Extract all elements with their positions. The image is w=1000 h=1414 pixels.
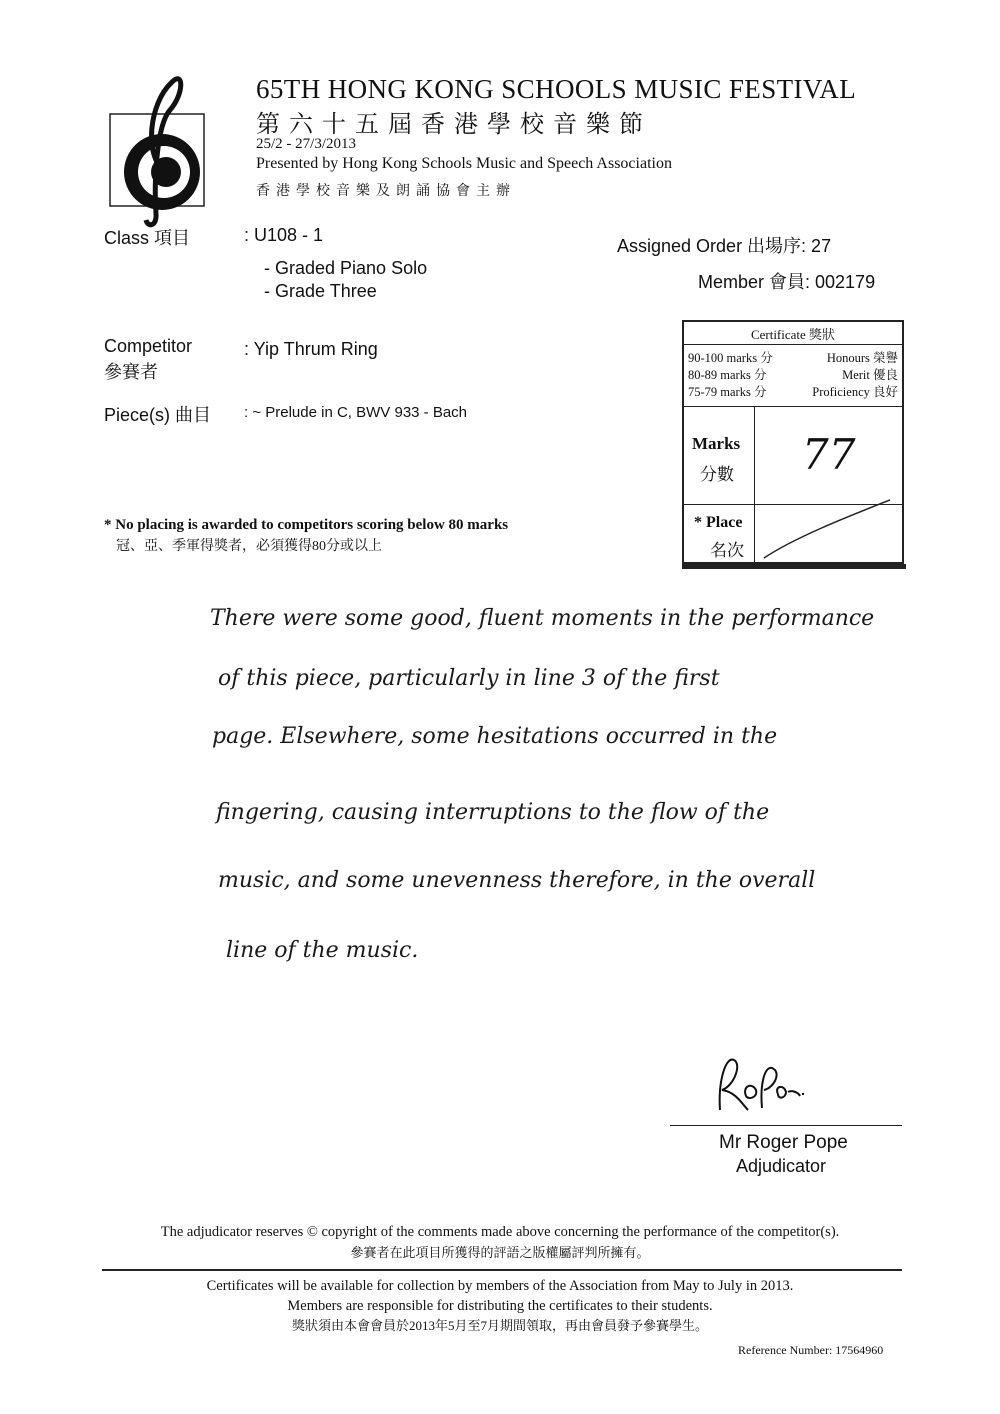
scale-award-1: Honours 榮譽	[826, 351, 898, 365]
certificate-notice-cn: 獎狀須由本會會員於2013年5月至7月期間領取，再由會員發予參賽學生。	[291, 1318, 708, 1333]
festival-title: 65TH HONG KONG SCHOOLS MUSIC FESTIVAL	[256, 74, 857, 104]
class-label: Class 項目	[104, 228, 191, 248]
reference-number: Reference Number: 17564960	[738, 1343, 884, 1357]
place-strike-line	[754, 498, 904, 564]
comment-line-2: of this piece, particularly in line 3 of the first	[218, 666, 720, 691]
festival-logo-icon	[108, 64, 206, 230]
comment-line-6: line of the music.	[226, 938, 419, 963]
scale-range-3: 75-79 marks 分	[688, 385, 767, 399]
competitor-label: Competitor	[104, 336, 193, 356]
adjudicator-role: Adjudicator	[736, 1156, 827, 1176]
presenter-cn: 香港學校音樂及朗誦協會主辦	[256, 184, 516, 199]
place-label: * Place	[694, 514, 743, 531]
competitor-label-cn: 參賽者	[104, 362, 158, 382]
class-value: : U108 - 1	[244, 225, 324, 245]
copyright-notice: The adjudicator reserves © copyright of the comments made above concerning the performance of the competitor(s).	[160, 1224, 840, 1240]
certificate-box-underline	[682, 564, 906, 569]
festival-dates: 25/2 - 27/3/2013	[256, 136, 356, 152]
competitor-name: : Yip Thrum Ring	[244, 339, 378, 359]
place-label-cn: 名次	[710, 541, 744, 560]
footer-divider	[102, 1269, 902, 1271]
scale-range-2: 80-89 marks 分	[688, 368, 767, 382]
certificate-collection-notice: Certificates will be available for collection by members of the Association from May to July in 2013.	[206, 1278, 794, 1294]
certificate-distribution-notice: Members are responsible for distributing the certificates to their students.	[287, 1298, 713, 1314]
presenter: Presented by Hong Kong Schools Music and Speech Association	[256, 155, 672, 172]
piece-label: Piece(s) 曲目	[104, 405, 212, 425]
marks-label: Marks	[692, 434, 741, 453]
scale-award-3: Proficiency 良好	[812, 385, 898, 399]
comment-line-3: page. Elsewhere, some hesitations occurred in the	[212, 724, 778, 749]
comment-line-4: fingering, causing interruptions to the flow of the	[216, 800, 770, 825]
member-number: Member 會員: 002179	[698, 272, 876, 292]
marks-label-cn: 分數	[700, 465, 734, 484]
placing-notice: * No placing is awarded to competitors scoring below 80 marks	[104, 517, 509, 533]
comment-line-5: music, and some unevenness therefore, in the overall	[218, 868, 816, 893]
placing-notice-cn: 冠、亞、季軍得獎者，必須獲得80分或以上	[116, 539, 382, 554]
marks-value: 77	[802, 430, 856, 479]
class-line-2: - Graded Piano Solo	[264, 258, 428, 278]
class-line-3: - Grade Three	[264, 281, 377, 301]
assigned-order: Assigned Order 出場序: 27	[617, 236, 832, 256]
adjudicator-name: Mr Roger Pope	[719, 1132, 848, 1153]
scale-range-1: 90-100 marks 分	[688, 351, 773, 365]
certificate-title: Certificate 獎狀	[750, 327, 836, 342]
piece-value: : ~ Prelude in C, BWV 933 - Bach	[244, 404, 468, 421]
festival-title-cn: 第六十五屆香港學校音樂節	[256, 112, 652, 138]
scale-award-2: Merit 優良	[842, 368, 898, 382]
copyright-notice-cn: 參賽者在此項目所獲得的評語之版權屬評判所擁有。	[350, 1245, 650, 1260]
certificate-box	[682, 320, 904, 564]
signature-line	[670, 1125, 902, 1126]
adjudicator-signature	[712, 1050, 812, 1114]
comment-line-1: There were some good, fluent moments in the performance	[210, 606, 875, 631]
